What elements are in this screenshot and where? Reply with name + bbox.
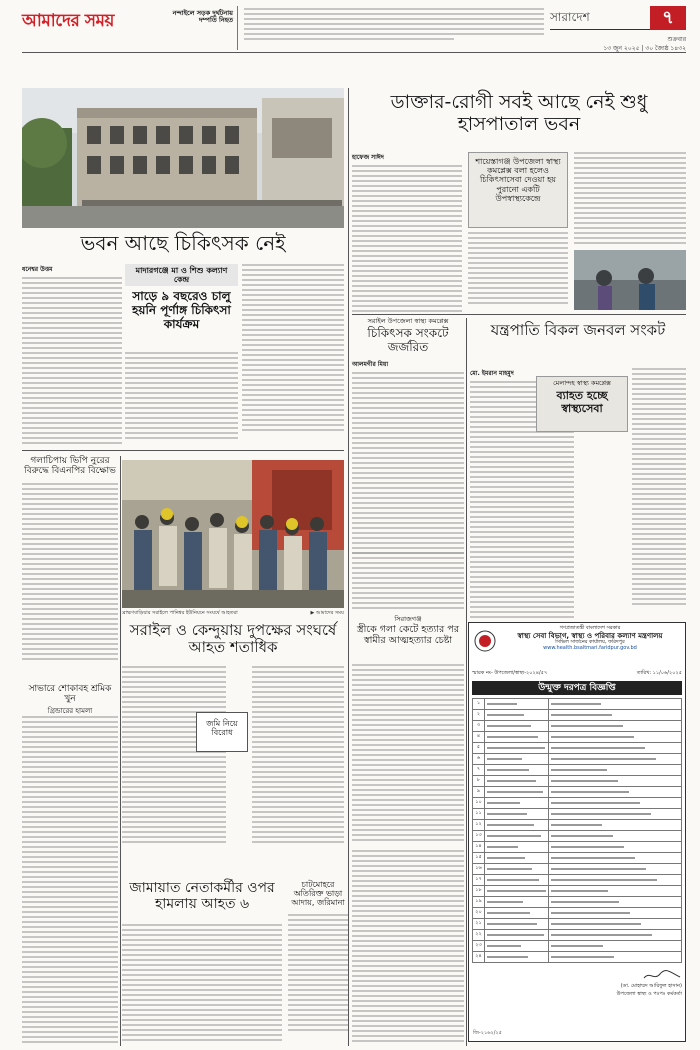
tender-row-number: ২০ xyxy=(473,908,485,919)
tender-row xyxy=(473,710,682,721)
headline-equipment[interactable]: যন্ত্রপাতি বিকল জনবল সংকট xyxy=(490,321,666,339)
tender-row xyxy=(473,831,682,842)
page-number: ৭ xyxy=(650,6,686,30)
signature-icon xyxy=(642,969,682,981)
story-condolence-body xyxy=(22,716,118,1046)
headline-chattogram: চাটমোহরে অতিরিক্ত ভাড়া আদায়, জরিমানা xyxy=(291,880,345,908)
doctorless-box: মাদারগঞ্জে মা ও শিশু কল্যাণ কেন্দ্র সাড়ে ৯ বছরেও চালু হয়নি পূর্ণাঙ্গ চিকিৎসা কার্যক্রম xyxy=(125,264,238,348)
tender-row xyxy=(473,798,682,809)
tender-row-number: ৫ xyxy=(473,743,485,754)
tender-row xyxy=(473,952,682,963)
equipment-pull-quote: মেলান্দহ স্বাস্থ্য কমপ্লেক্স ব্যাহত হচ্ছে স্বাস্থ্যসেবা xyxy=(536,376,628,432)
tender-row-number: ৯ xyxy=(473,787,485,798)
tender-row-number: ১৫ xyxy=(473,853,485,864)
tender-row xyxy=(473,699,682,710)
story-sarail-doctor: সরাইল উপজেলা স্বাস্থ্য কমপ্লেক্স চিকিৎসক সংকটে জর্জরিত আলমগীর মিয়া xyxy=(352,318,464,550)
tender-row-number: ৮ xyxy=(473,776,485,787)
tender-row-number: ৬ xyxy=(473,754,485,765)
story-hospital-col1: হাফেজ সাঈদ xyxy=(352,152,462,310)
story-doctorless-col2 xyxy=(125,352,238,444)
tender-row-number: ২৪ xyxy=(473,952,485,963)
tender-row xyxy=(473,864,682,875)
story-gazipur xyxy=(22,456,118,681)
tender-row-number: ৭ xyxy=(473,765,485,776)
story-doctorless-col1: ধনেশ্বর উত্তম xyxy=(22,264,122,444)
tender-row xyxy=(473,908,682,919)
tender-row xyxy=(473,765,682,776)
tender-row xyxy=(473,721,682,732)
story-hospital-col3 xyxy=(574,152,686,248)
headline-hospital[interactable]: ডাক্তার-রোগী সবই আছে নেই শুধু হাসপাতাল ভবন xyxy=(390,91,648,135)
story-condolence: সাভারে শোকাবহ শ্রমিক খুন গ্রিন্ডারের হামলা xyxy=(22,684,118,744)
tender-row-number: ২ xyxy=(473,710,485,721)
tender-row-number: ১৯ xyxy=(473,897,485,908)
headline-wife-murder: স্ত্রীকে গলা কেটে হত্যার পর স্বামীর আত্মহত্যার চেষ্টা xyxy=(357,624,459,647)
clash-tag-box: জমি নিয়ে বিরোধ xyxy=(196,712,248,752)
headline-clash[interactable]: সরাইল ও কেন্দুয়ায় দুপক্ষের সংঘর্ষে আহত শতাধিক xyxy=(129,621,337,657)
tender-row xyxy=(473,754,682,765)
tender-row-number: ২৩ xyxy=(473,941,485,952)
tender-title: উন্মুক্ত দরপত্র বিজ্ঞপ্তি xyxy=(472,681,682,695)
story-equipment-col1: মো. ইমরান মাহমুদ xyxy=(470,368,574,618)
tender-row-number: ১৭ xyxy=(473,875,485,886)
tender-row xyxy=(473,732,682,743)
teaser-box[interactable]: নন্দাইলে সড়ক দুর্ঘটনায় দম্পতি নিহত xyxy=(170,6,238,50)
hospital-pull-quote: শায়েস্তাগঞ্জ উপজেলা স্বাস্থ্য কমপ্লেক্স বলা হলেও চিকিৎসাসেবা দেওয়া হয় পুরানো একটি উপস্বাস্থ্যকেন্দ্রে xyxy=(468,152,568,228)
tender-row xyxy=(473,930,682,941)
story-equipment-col2 xyxy=(632,368,686,618)
tender-row-number: ১৪ xyxy=(473,842,485,853)
hospital-building-photo xyxy=(22,88,344,228)
tender-row xyxy=(473,941,682,952)
tender-row-number: ১২ xyxy=(473,820,485,831)
tender-row-number: ২২ xyxy=(473,930,485,941)
tender-row-number: ১ xyxy=(473,699,485,710)
top-note-text xyxy=(244,6,544,50)
weekday: শুক্রবার xyxy=(667,36,686,43)
headline-sarail-doctor: চিকিৎসক সংকটে জর্জরিত xyxy=(367,326,449,355)
tender-row xyxy=(473,809,682,820)
logo: আমাদের সময় xyxy=(22,11,114,31)
clash-photo-caption: ব্রাহ্মণবাড়িয়ার সরাইলে পানিশ্বর ইউনিয়নে সংঘর্ষে আহতরা ▶ আমাদের সময় xyxy=(122,610,344,616)
story-jamaat-body xyxy=(122,924,282,1046)
tender-row-number: ২১ xyxy=(473,919,485,930)
headline-doctorless[interactable]: ভবন আছে চিকিৎসক নেই xyxy=(80,231,286,255)
story-wife-murder: সিরাজগঞ্জ স্ত্রীকে গলা কেটে হত্যার পর স্বামীর আত্মহত্যার চেষ্টা xyxy=(352,616,464,696)
tender-table xyxy=(472,698,682,963)
tender-row xyxy=(473,919,682,930)
tender-row xyxy=(473,875,682,886)
story-hospital-col2 xyxy=(468,232,568,310)
story-doctorless-col3 xyxy=(242,264,344,444)
tender-row xyxy=(473,853,682,864)
tender-notice: গণপ্রজাতন্ত্রী বাংলাদেশ সরকার স্বাস্থ্য সেবা বিভাগ, স্বাস্থ্য ও পরিবার কল্যাণ মন্ত্রণালয় সিভিল সার্জনের কার্যালয়, ফরিদপুর www.health.bsaltmari.faridpur.gov.bd স্মারক নং- উপজেলা/স্বাস্থ্য-২০২৪/৫৭ তারিখ: ১১/০৬/২০২৫ উন্মুক্ত দরপত্র বিজ্ঞপ্তি ১ ২ ৩ ৪ ৫ ৬ ৭ ৮ ৯ ১০ ১১ ১২ ১৩ ১৪ ১৫ ১৬ ১৭ ১৮ ১৯ ২০ ২১ ২২ ২৩ ২৪ (ডা. মোহাম্মদ আরিফুল হাসান) উপজেলা স্বাস্থ্য ও পঃপঃ কর্মকর্তা জি-২১৬২/২৫ xyxy=(468,622,686,1042)
govt-seal-icon xyxy=(474,630,496,652)
issue-date: ১৩ জুন ২০২৫ | ৩০ জ্যৈষ্ঠ ১৪৩২ xyxy=(603,45,686,52)
story-misc-body xyxy=(352,850,464,1046)
tender-row-number: ১০ xyxy=(473,798,485,809)
tender-row-number: ১৮ xyxy=(473,886,485,897)
tender-row-number: ১৬ xyxy=(473,864,485,875)
story-chattogram xyxy=(288,880,348,1046)
tender-row-number: ৪ xyxy=(473,732,485,743)
section-label: সারাদেশ xyxy=(550,6,650,30)
headline-gazipur: গলাচিপায় ভিপি নুরের বিরুদ্ধে বিএনপির বিক্ষোভ xyxy=(24,456,116,477)
tender-row xyxy=(473,776,682,787)
tender-row xyxy=(473,842,682,853)
tender-row xyxy=(473,787,682,798)
clash-photo xyxy=(122,460,344,608)
tender-row xyxy=(473,886,682,897)
story-wife-murder-body xyxy=(352,664,464,844)
tender-row-number: ১১ xyxy=(473,809,485,820)
story-clash-col2 xyxy=(252,666,344,846)
tender-row xyxy=(473,820,682,831)
story-clash-col1 xyxy=(122,666,226,846)
tender-row-number: ৩ xyxy=(473,721,485,732)
headline-jamaat[interactable]: জামায়াত নেতাকর্মীর ওপর হামলায় আহত ৬ xyxy=(129,880,275,913)
story-sarail-doctor-col2 xyxy=(352,552,464,612)
tender-row-number: ১৩ xyxy=(473,831,485,842)
tender-row xyxy=(473,743,682,754)
tender-row xyxy=(473,897,682,908)
hospital-interior-photo xyxy=(574,250,686,310)
headline-condolence: সাভারে শোকাবহ শ্রমিক খুন xyxy=(28,684,112,705)
